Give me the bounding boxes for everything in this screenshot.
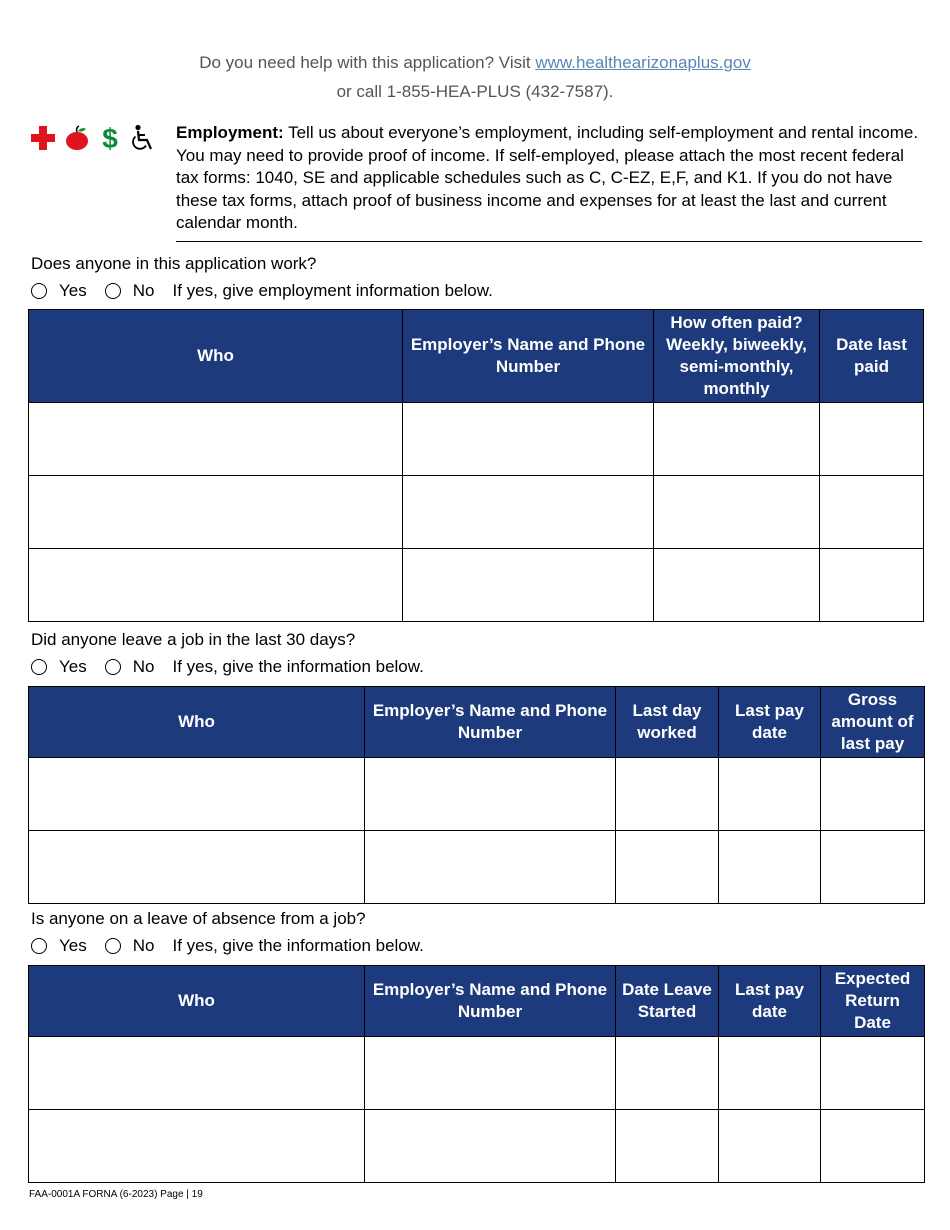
col-date-leave-started: Date Leave Started	[616, 966, 719, 1037]
who-cell[interactable]	[29, 1037, 365, 1110]
who-cell[interactable]	[29, 476, 403, 549]
table-row	[29, 403, 924, 476]
col-expected-return: Expected Return Date	[821, 966, 925, 1037]
section-3-no-radio[interactable]	[105, 938, 121, 954]
col-gross-amount: Gross amount of last pay	[821, 687, 925, 758]
expected-return-cell[interactable]	[821, 1110, 925, 1183]
table-header-row	[29, 687, 925, 758]
expected-return-cell[interactable]	[821, 1037, 925, 1110]
gross-amount-cell[interactable]	[821, 758, 925, 831]
last-pay-date-cell[interactable]	[719, 831, 821, 904]
section-1-no-label: No	[132, 281, 155, 300]
table-row	[29, 758, 925, 831]
section-2-options	[31, 657, 424, 677]
who-cell[interactable]	[29, 831, 365, 904]
col-last-day-worked: Last day worked	[616, 687, 719, 758]
col-last-pay-date: Last pay date	[719, 966, 821, 1037]
col-how-often-paid: How often paid? Weekly, biweekly, semi-monthly, monthly	[654, 310, 820, 403]
table-header-row	[29, 966, 925, 1037]
section-2-no-radio[interactable]	[105, 659, 121, 675]
col-last-pay-date: Last pay date	[719, 687, 821, 758]
how-often-cell[interactable]	[654, 476, 820, 549]
section-1-yes-radio[interactable]	[31, 283, 47, 299]
dollar-icon	[98, 124, 122, 157]
section-3-no-label: No	[132, 936, 155, 955]
employer-cell[interactable]	[365, 831, 616, 904]
section-3-yes-label: Yes	[59, 936, 87, 955]
section-2-question: Did anyone leave a job in the last 30 days?	[31, 630, 356, 649]
section-1-no-radio[interactable]	[105, 283, 121, 299]
section-3-question: Is anyone on a leave of absence from a job?	[31, 909, 366, 928]
section-2-yes-label: Yes	[59, 657, 87, 676]
section-3-yes-radio[interactable]	[31, 938, 47, 954]
svg-text:$: $	[102, 124, 118, 152]
table-row	[29, 549, 924, 622]
col-employer: Employer’s Name and Phone Number	[403, 310, 654, 403]
col-who: Who	[29, 310, 403, 403]
last-pay-date-cell[interactable]	[719, 1110, 821, 1183]
employer-cell[interactable]	[403, 403, 654, 476]
col-who: Who	[29, 966, 365, 1037]
date-last-paid-cell[interactable]	[820, 476, 924, 549]
who-cell[interactable]	[29, 549, 403, 622]
who-cell[interactable]	[29, 758, 365, 831]
section-1-options	[31, 281, 493, 301]
wheelchair-icon	[130, 124, 156, 157]
help-phone-line: or call 1-855-HEA-PLUS (432-7587).	[336, 82, 614, 101]
intro-text: Tell us about everyone’s employment, including self-employment and rental income. You may need to provide proof of income. If self-employed, please attach the most recent federal tax forms: 1040, SE and applicable schedules such as C, C-EZ, E,F, and K1. If you do not have these tax forms, attach proof of business income and expenses for at least the last and current calendar month.	[176, 123, 919, 232]
website-link[interactable]: www.healthearizonaplus.gov	[535, 53, 751, 72]
how-often-cell[interactable]	[654, 403, 820, 476]
table-row	[29, 476, 924, 549]
last-pay-date-cell[interactable]	[719, 758, 821, 831]
page-footer: FAA-0001A FORNA (6-2023) Page | 19	[29, 1189, 203, 1200]
col-date-last-paid: Date last paid	[820, 310, 924, 403]
date-last-paid-cell[interactable]	[820, 549, 924, 622]
employment-table	[28, 309, 924, 622]
employer-cell[interactable]	[403, 476, 654, 549]
section-2-instruction: If yes, give the information below.	[172, 657, 424, 676]
table-row	[29, 1037, 925, 1110]
how-often-cell[interactable]	[654, 549, 820, 622]
help-line	[0, 53, 950, 73]
section-1-question: Does anyone in this application work?	[31, 254, 317, 273]
apple-icon	[64, 125, 90, 156]
table-row	[29, 831, 925, 904]
leave-of-absence-table	[28, 965, 925, 1183]
employer-cell[interactable]	[403, 549, 654, 622]
employer-cell[interactable]	[365, 1037, 616, 1110]
col-employer: Employer’s Name and Phone Number	[365, 966, 616, 1037]
section-2-yes-radio[interactable]	[31, 659, 47, 675]
last-day-worked-cell[interactable]	[616, 758, 719, 831]
who-cell[interactable]	[29, 403, 403, 476]
employer-cell[interactable]	[365, 758, 616, 831]
section-2-no-label: No	[132, 657, 155, 676]
last-day-worked-cell[interactable]	[616, 831, 719, 904]
section-3-options	[31, 936, 424, 956]
job-left-table	[28, 686, 925, 904]
who-cell[interactable]	[29, 1110, 365, 1183]
section-1-instruction: If yes, give employment information below.	[172, 281, 493, 300]
section-3-instruction: If yes, give the information below.	[172, 936, 424, 955]
col-employer: Employer’s Name and Phone Number	[365, 687, 616, 758]
medical-cross-icon	[30, 125, 56, 156]
employer-cell[interactable]	[365, 1110, 616, 1183]
last-pay-date-cell[interactable]	[719, 1037, 821, 1110]
table-header-row	[29, 310, 924, 403]
program-icons	[30, 124, 156, 157]
gross-amount-cell[interactable]	[821, 831, 925, 904]
intro-heading: Employment:	[176, 123, 284, 142]
date-leave-started-cell[interactable]	[616, 1037, 719, 1110]
date-last-paid-cell[interactable]	[820, 403, 924, 476]
table-row	[29, 1110, 925, 1183]
col-who: Who	[29, 687, 365, 758]
section-1-yes-label: Yes	[59, 281, 87, 300]
date-leave-started-cell[interactable]	[616, 1110, 719, 1183]
employment-intro	[176, 122, 922, 242]
help-text: Do you need help with this application? Visit	[199, 53, 536, 72]
